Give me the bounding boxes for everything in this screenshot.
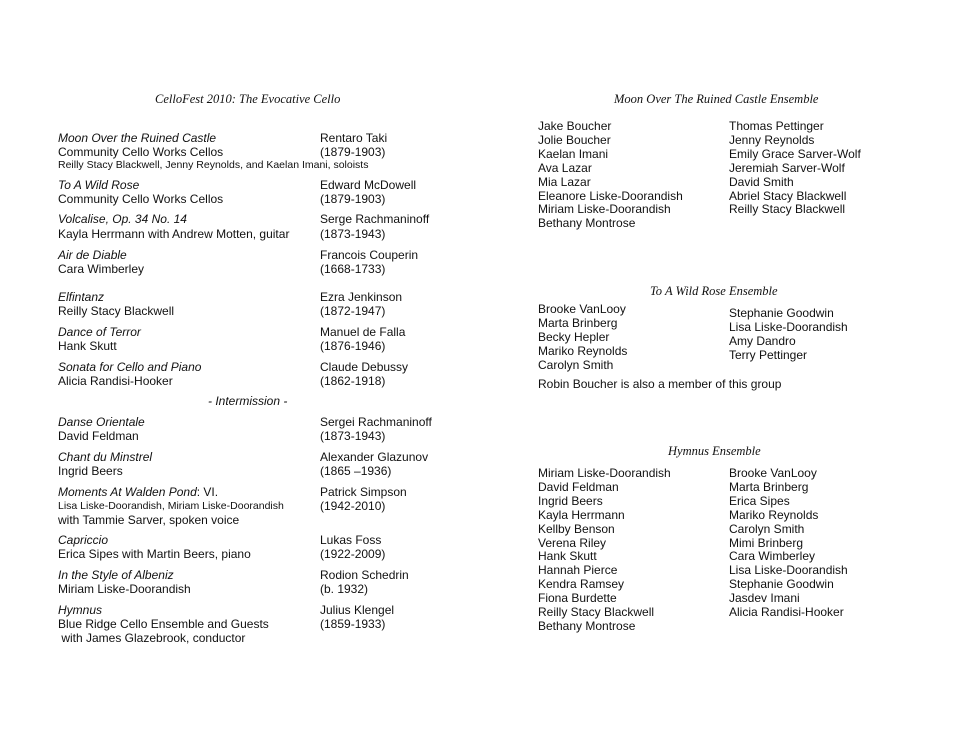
roster-column xyxy=(729,120,861,217)
performer: with Tammie Sarver, spoken voice xyxy=(58,513,240,527)
composer-dates: (1879-1903) xyxy=(320,192,386,206)
roster-name: Jolie Boucher xyxy=(538,132,611,147)
composer: Claude Debussy xyxy=(320,360,409,374)
work-title: Elfintanz xyxy=(58,290,105,304)
work-title: In the Style of Albeniz xyxy=(58,568,174,582)
roster-name: Bethany Montrose xyxy=(538,216,636,231)
roster-name: Mariko Reynolds xyxy=(538,343,628,358)
roster-name: David Smith xyxy=(729,174,794,189)
roster-name: Lisa Liske-Doorandish xyxy=(729,319,848,334)
work-title: Air de Diable xyxy=(58,248,127,262)
roster-name: Carolyn Smith xyxy=(538,357,614,372)
composer: Edward McDowell xyxy=(320,178,417,192)
composer: Julius Klengel xyxy=(320,603,395,617)
performer: Miriam Liske-Doorandish xyxy=(58,582,191,596)
roster-name: Abriel Stacy Blackwell xyxy=(729,188,847,203)
composer: Alexander Glazunov xyxy=(320,450,429,464)
performer: David Feldman xyxy=(58,429,139,443)
composer-dates: (1668-1733) xyxy=(320,262,386,276)
roster-name: Miriam Liske-Doorandish xyxy=(538,466,671,480)
roster-name: Kaelan Imani xyxy=(538,146,609,161)
roster-name: Carolyn Smith xyxy=(729,521,805,536)
roster-name: Terry Pettinger xyxy=(729,347,808,362)
composer-dates: (b. 1932) xyxy=(320,582,369,596)
work-title: Moon Over the Ruined Castle xyxy=(58,131,217,145)
roster-name: Marta Brinberg xyxy=(538,315,618,330)
performer: Alicia Randisi-Hooker xyxy=(58,374,173,388)
performer: Community Cello Works Cellos xyxy=(58,192,224,206)
roster-name: Eleanore Liske-Doorandish xyxy=(538,188,683,203)
work-title: Volcalise, Op. 34 No. 14 xyxy=(58,212,187,226)
work-line xyxy=(58,485,218,499)
composer-dates: (1922-2009) xyxy=(320,547,386,561)
roster-name: Alicia Randisi-Hooker xyxy=(729,605,844,620)
work-title: Danse Orientale xyxy=(58,415,145,429)
ensemble-title: Hymnus Ensemble xyxy=(668,444,761,458)
composer-dates: (1865 –1936) xyxy=(320,464,392,478)
movement: : VI. xyxy=(196,485,219,499)
roster-name: David Feldman xyxy=(538,479,619,494)
roster-name: Mariko Reynolds xyxy=(729,507,819,522)
composer: Ezra Jenkinson xyxy=(320,290,403,304)
roster-name: Mia Lazar xyxy=(538,174,591,189)
composer-dates: (1873-1943) xyxy=(320,227,386,241)
roster-name: Stephanie Goodwin xyxy=(729,577,834,592)
performer-note: Reilly Stacy Blackwell, Jenny Reynolds, and Kaelan Imani, soloists xyxy=(58,159,369,171)
composer: Francois Couperin xyxy=(320,248,419,262)
roster-name: Jake Boucher xyxy=(538,119,612,133)
roster-column xyxy=(538,467,671,634)
work-title: Hymnus xyxy=(58,603,103,617)
roster-name: Emily Grace Sarver-Wolf xyxy=(729,146,861,161)
composer: Serge Rachmaninoff xyxy=(320,212,430,226)
ensemble-title: To A Wild Rose Ensemble xyxy=(650,284,778,298)
roster-name: Jenny Reynolds xyxy=(729,132,815,147)
work-title: To A Wild Rose xyxy=(58,178,140,192)
composer: Lukas Foss xyxy=(320,533,382,547)
roster-name: Amy Dandro xyxy=(729,333,796,348)
roster-name: Kellby Benson xyxy=(538,521,615,536)
roster-column xyxy=(729,467,848,620)
composer: Rentaro Taki xyxy=(320,131,388,145)
roster-name: Hank Skutt xyxy=(538,549,597,564)
roster-column xyxy=(729,307,848,363)
roster-name: Bethany Montrose xyxy=(538,618,636,633)
roster-name: Verena Riley xyxy=(538,535,607,550)
roster-column xyxy=(538,303,627,373)
ensemble-note: Robin Boucher is also a member of this group xyxy=(538,377,782,391)
program-title: CelloFest 2010: The Evocative Cello xyxy=(155,92,341,106)
composer-dates: (1862-1918) xyxy=(320,374,386,388)
roster-name: Mimi Brinberg xyxy=(729,535,804,550)
performer: Reilly Stacy Blackwell xyxy=(58,304,175,318)
ensemble-title: Moon Over The Ruined Castle Ensemble xyxy=(614,92,819,106)
roster-name: Fiona Burdette xyxy=(538,591,617,606)
composer-dates: (1876-1946) xyxy=(320,339,386,353)
roster-name: Ava Lazar xyxy=(538,160,592,175)
composer-dates: (1859-1933) xyxy=(320,617,386,631)
work-title: Chant du Minstrel xyxy=(58,450,153,464)
composer-dates: (1872-1947) xyxy=(320,304,386,318)
composer-dates: (1942-2010) xyxy=(320,499,386,513)
roster-column xyxy=(538,120,683,231)
performer: Ingrid Beers xyxy=(58,464,123,478)
roster-name: Jasdev Imani xyxy=(729,591,800,606)
roster-name: Lisa Liske-Doorandish xyxy=(729,563,848,578)
roster-name: Marta Brinberg xyxy=(729,479,809,494)
performer: Blue Ridge Cello Ensemble and Guests xyxy=(58,617,269,631)
roster-name: Reilly Stacy Blackwell xyxy=(538,605,655,620)
composer: Manuel de Falla xyxy=(320,325,406,339)
performer: Erica Sipes with Martin Beers, piano xyxy=(58,547,251,561)
roster-name: Reilly Stacy Blackwell xyxy=(729,202,846,217)
roster-name: Jeremiah Sarver-Wolf xyxy=(729,160,845,175)
roster-name: Cara Wimberley xyxy=(729,549,816,564)
roster-name: Thomas Pettinger xyxy=(729,119,824,133)
roster-name: Erica Sipes xyxy=(729,493,790,508)
performer: Cara Wimberley xyxy=(58,262,145,276)
performer: with James Glazebrook, conductor xyxy=(58,631,246,645)
work-title: Dance of Terror xyxy=(58,325,141,339)
work-title: Sonata for Cello and Piano xyxy=(58,360,202,374)
roster-name: Miriam Liske-Doorandish xyxy=(538,202,671,217)
roster-name: Brooke VanLooy xyxy=(538,302,626,316)
composer: Sergei Rachmaninoff xyxy=(320,415,432,429)
work-title: Capriccio xyxy=(58,533,109,547)
composer-dates: (1873-1943) xyxy=(320,429,386,443)
roster-name: Stephanie Goodwin xyxy=(729,306,834,320)
roster-name: Hannah Pierce xyxy=(538,563,618,578)
composer-dates: (1879-1903) xyxy=(320,145,386,159)
composer: Rodion Schedrin xyxy=(320,568,409,582)
performer: Community Cello Works Cellos xyxy=(58,145,224,159)
intermission: - Intermission - xyxy=(208,394,288,408)
performer: Kayla Herrmann with Andrew Motten, guitar xyxy=(58,227,290,241)
roster-name: Brooke VanLooy xyxy=(729,466,817,480)
work-title: Moments At Walden Pond xyxy=(58,485,197,499)
roster-name: Kayla Herrmann xyxy=(538,507,625,522)
performer: Hank Skutt xyxy=(58,339,117,353)
roster-name: Ingrid Beers xyxy=(538,493,603,508)
roster-name: Becky Hepler xyxy=(538,329,610,344)
composer: Patrick Simpson xyxy=(320,485,407,499)
performer: Lisa Liske-Doorandish, Miriam Liske-Doorandish xyxy=(58,500,284,512)
roster-name: Kendra Ramsey xyxy=(538,577,625,592)
